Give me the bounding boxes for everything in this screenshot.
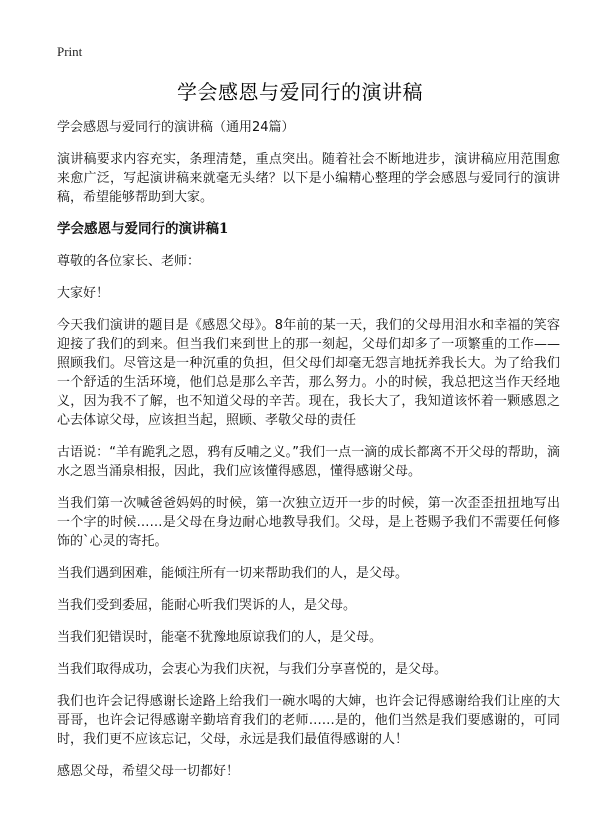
salutation: 尊敬的各位家长、老师：	[57, 254, 201, 269]
body-paragraph: 当我们遇到困难，能倾注所有一切来帮助我们的人，是父母。	[57, 566, 409, 581]
article-body	[57, 118, 560, 794]
body-paragraph: 我们也许会记得感谢长途路上给我们一碗水喝的大婶，也许会记得感谢给我们让座的大哥哥，也许会记得感谢辛勤培育我们的老师……是的，他们当然是我们要感谢的，可同时，我们更不应该忘记，父母，永远是我们最值得感谢的人！	[57, 694, 560, 747]
body-paragraph: 当我们第一次喊爸爸妈妈的时候，第一次独立迈开一步的时候，第一次歪歪扭扭地写出一个字的时候……是父母在身边耐心地教导我们。父母，是上苍赐予我们不需要任何修饰的`心灵的寄托。	[57, 496, 560, 549]
body-paragraph: 当我们取得成功，会衷心为我们庆祝，与我们分享喜悦的，是父母。	[57, 662, 448, 677]
body-paragraph: 今天我们演讲的题目是《感恩父母》。8年前的某一天，我们的父母用泪水和幸福的笑容迎接了我们的到来。但当我们来到世上的那一刻起，父母们却多了一项繁重的工作——照顾我们。尽管这是一种沉重的负担，但父母们却毫无怨言地抚养我长大。为了给我们一个舒适的生活环境，他们总是那么辛苦，那么努力。小的时候，我总把这当作天经地义，因为我不了解，也不知道父母的辛苦。现在，我长大了，我知道该怀着一颗感恩之心去体谅父母，应该担当起，照顾、孝敬父母的责任	[57, 318, 560, 428]
intro-paragraph: 演讲稿要求内容充实，条理清楚，重点突出。随着社会不断地进步，演讲稿应用范围愈来愈广泛，写起演讲稿来就毫无头绪？以下是小编精心整理的学会感恩与爱同行的演讲稿，希望能够帮助到大家。	[57, 152, 560, 205]
page-title: 学会感恩与爱同行的演讲稿	[177, 80, 423, 104]
body-paragraph: 当我们犯错误时，能毫不犹豫地原谅我们的人，是父母。	[57, 630, 383, 645]
closing-paragraph: 感恩父母，希望父母一切都好！	[57, 764, 240, 779]
section-heading: 学会感恩与爱同行的演讲稿1	[57, 221, 229, 237]
body-paragraph: 古语说：“羊有跪乳之恩，鸦有反哺之义。”我们一点一滴的成长都离不开父母的帮助，滴水之恩当涌泉相报，因此，我们应该懂得感恩，懂得感谢父母。	[57, 445, 560, 479]
print-link[interactable]: Print	[57, 44, 83, 59]
greeting: 大家好！	[57, 286, 110, 301]
body-paragraph: 当我们受到委屈，能耐心听我们哭诉的人，是父母。	[57, 598, 357, 613]
subtitle: 学会感恩与爱同行的演讲稿（通用24篇）	[57, 120, 295, 135]
